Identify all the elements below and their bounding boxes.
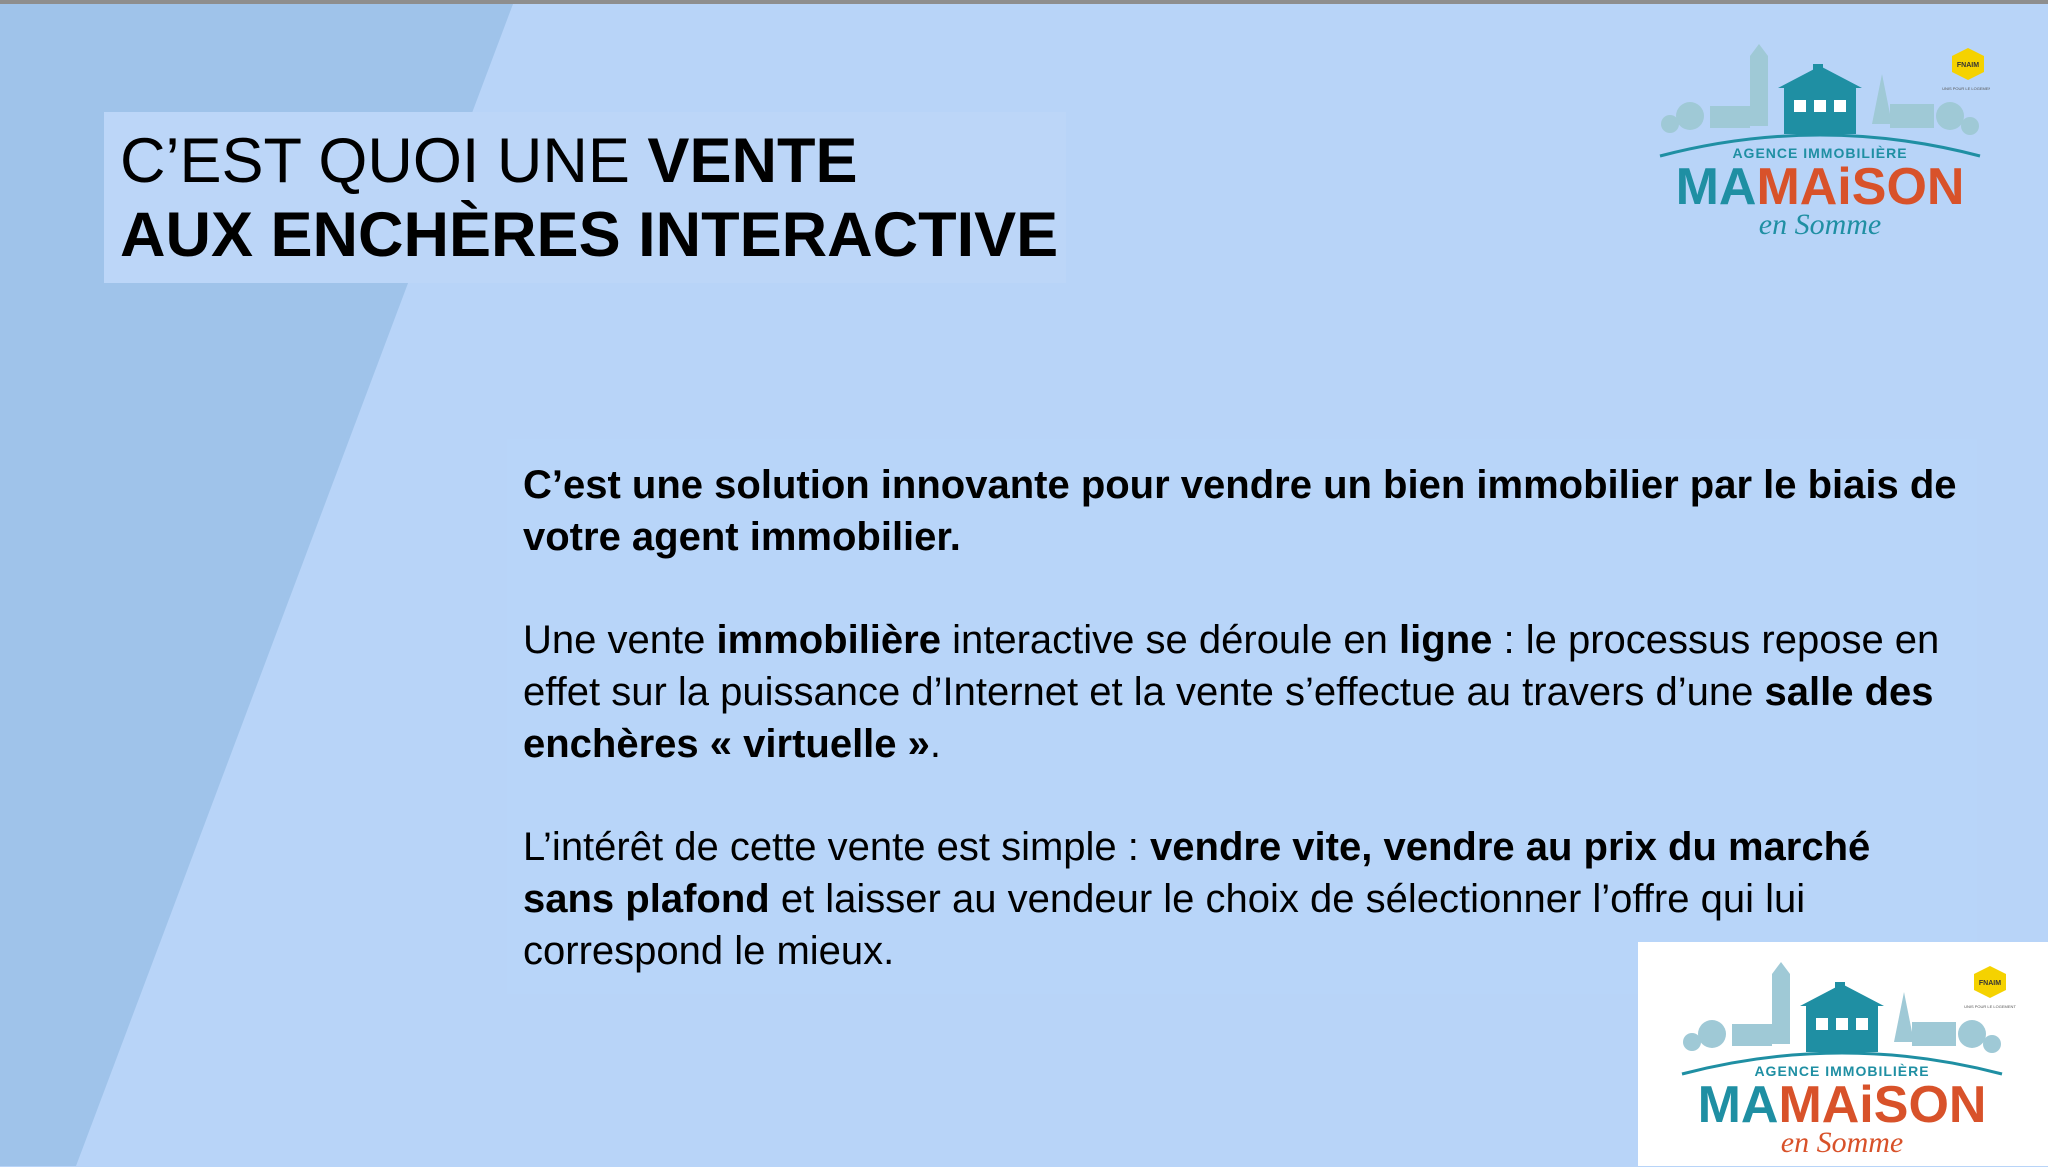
paragraph-intro: C’est une solution innovante pour vendre un bien immobilier par le biais de votre agent immobilier. [523, 463, 1957, 559]
logo-name-part1: MA [1697, 1076, 1779, 1134]
house-logo-icon [1650, 44, 1990, 244]
logo-subtitle: en Somme [1780, 1126, 1904, 1159]
title-regular-text: C’EST QUOI UNE [120, 126, 648, 196]
bold-run: vendre vite, vendre au prix du marché sans plafond [523, 825, 1871, 921]
title-bold-text: VENTE [647, 126, 858, 196]
agency-logo-top [1650, 44, 1990, 244]
bold-run: immobilière [716, 618, 941, 662]
logo-subtitle: en Somme [1758, 208, 1882, 241]
fnaim-badge-label: FNAIM [1978, 980, 2002, 987]
logo-name-part2: MAiSON [1756, 158, 1965, 216]
text-run: Une vente [523, 618, 717, 662]
fnaim-badge-subtitle: UNIS POUR LE LOGEMENT [1964, 1004, 2016, 1009]
bold-run: ligne [1399, 618, 1493, 662]
agency-logo-bottom [1662, 962, 2022, 1162]
slide-title-line1 [120, 126, 858, 196]
logo-tagline: AGENCE IMMOBILIÈRE [1754, 1063, 1930, 1079]
fnaim-badge-subtitle: UNIS POUR LE LOGEMENT [1942, 86, 1990, 91]
paragraph-online [523, 614, 1963, 770]
text-run: . [929, 722, 942, 766]
fnaim-badge-label: FNAIM [1956, 62, 1980, 69]
logo-name-part2: MAiSON [1778, 1076, 1987, 1134]
text-run: L’intérêt de cette vente est simple : [523, 825, 1151, 869]
text-run: : le processus repose en effet sur la puissance d’Internet et la vente s’effectue au travers d’une [523, 618, 1940, 714]
house-logo-icon [1662, 962, 2022, 1162]
bold-run: salle des enchères « virtuelle » [523, 670, 1934, 766]
logo-tagline: AGENCE IMMOBILIÈRE [1732, 145, 1908, 161]
text-run: et laisser au vendeur le choix de sélectionner l’offre qui lui correspond le mieux. [523, 877, 1806, 973]
logo-name-part1: MA [1675, 158, 1757, 216]
text-run: interactive se déroule en [940, 618, 1400, 662]
slide-title-line2: AUX ENCHÈRES INTERACTIVE [120, 200, 1059, 270]
